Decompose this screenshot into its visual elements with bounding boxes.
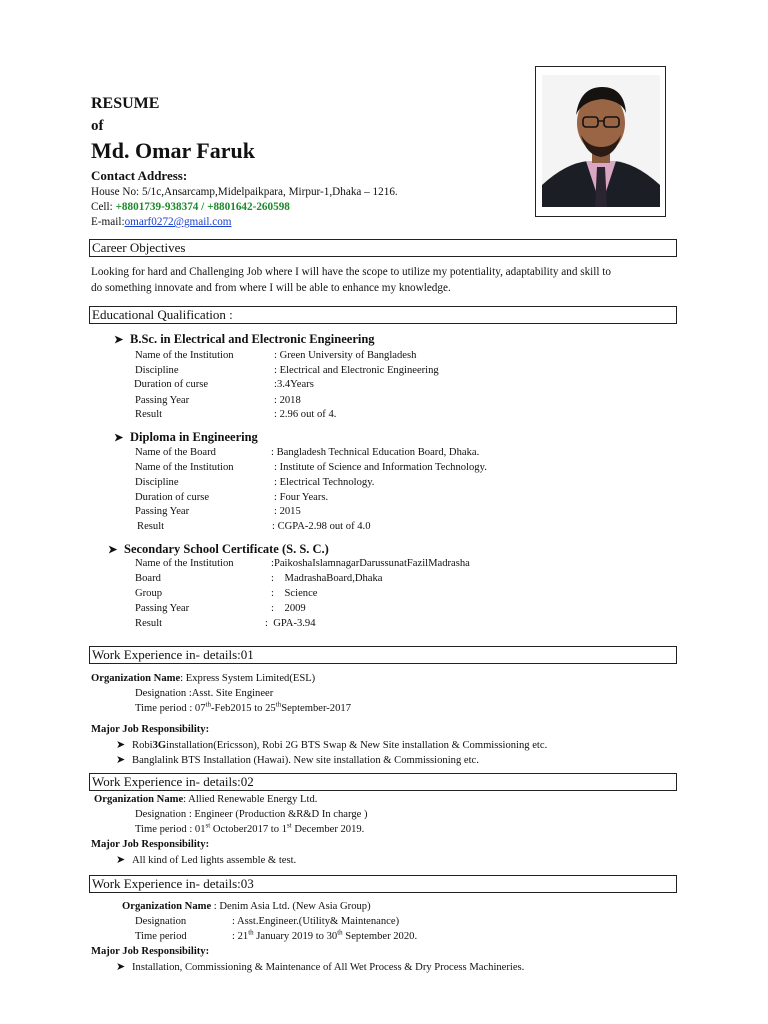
email-label: E-mail: — [91, 216, 125, 228]
diploma-row-value: : Institute of Science and Information Technology. — [274, 462, 487, 473]
bsc-row-label: Duration of curse — [134, 379, 209, 390]
ssc-row-label: Name of the Institution — [135, 558, 234, 569]
cell-numbers: +8801739-938374 / +8801642-260598 — [115, 201, 290, 213]
org-label: Organization Name — [91, 673, 181, 684]
work1-responsibility-2 — [116, 753, 479, 768]
time-text: Time period : 01 — [135, 824, 206, 835]
time-text: Time period : 07 — [135, 703, 206, 714]
career-objective-line-2: do something innovate and from where I will be able to enhance my knowledge. — [91, 282, 451, 294]
time-text: : 21 — [232, 931, 249, 942]
diploma-row-label: Name of the Board — [135, 447, 216, 458]
resp-text: All kind of Led lights assemble & test. — [132, 855, 297, 866]
bsc-row-label: Passing Year — [135, 395, 190, 406]
time-sup: th — [275, 700, 282, 709]
time-sup: th — [337, 928, 343, 937]
ssc-row-value: :PaikoshaIslamnagarDarussunatFazilMadrasha — [271, 558, 470, 569]
diploma-row-value: : Electrical Technology. — [274, 477, 375, 488]
work1-time-period — [135, 702, 351, 716]
work3-responsibility-heading: Major Job Responsibility: — [91, 946, 210, 957]
time-text: January 2019 to 30 — [253, 931, 338, 942]
diploma-title-text: Diploma in Engineering — [130, 430, 258, 444]
ssc-row-value: : GPA-3.94 — [265, 618, 316, 629]
arrow-bullet-icon: ➤ — [114, 432, 124, 444]
work3-designation-value: : Asst.Engineer.(Utility& Maintenance) — [232, 916, 400, 927]
contact-cell — [91, 200, 290, 214]
work2-time-period — [135, 823, 364, 837]
resp-text-bold: 3G — [152, 740, 167, 751]
org-value: : Denim Asia Ltd. (New Asia Group) — [211, 901, 371, 912]
diploma-row-label: Duration of curse — [135, 492, 210, 503]
ssc-row-label: Board — [135, 573, 161, 584]
org-value: : Express System Limited(ESL) — [180, 673, 316, 684]
work1-responsibility-1 — [116, 738, 547, 753]
work2-designation: Designation : Engineer (Production &R&D In charge ) — [135, 809, 368, 820]
resume-title: RESUME — [91, 95, 160, 112]
work-experience-2-heading: Work Experience in- details:02 — [89, 773, 677, 791]
work3-organization — [122, 900, 371, 914]
diploma-title — [114, 430, 258, 445]
work2-responsibility-heading: Major Job Responsibility: — [91, 839, 210, 850]
ssc-row-label: Passing Year — [135, 603, 190, 614]
arrow-bullet-icon: ➤ — [108, 544, 118, 556]
work3-time-period — [232, 930, 417, 944]
work1-organization — [91, 672, 315, 686]
ssc-row-value: : 2009 — [271, 603, 306, 614]
resume-of: of — [91, 118, 104, 134]
contact-address: House No: 5/1c,Ansarcamp,Midelpaikpara, Mirpur-1,Dhaka – 1216. — [91, 186, 398, 198]
diploma-row-label: Result — [137, 521, 165, 532]
bsc-row-value: : Green University of Bangladesh — [274, 350, 417, 361]
time-sup: th — [248, 928, 254, 937]
ssc-row-value: : Science — [271, 588, 318, 599]
time-text: October2017 to 1 — [210, 824, 287, 835]
work-experience-1-heading: Work Experience in- details:01 — [89, 646, 677, 664]
org-label: Organization Name — [122, 901, 212, 912]
ssc-row-label: Group — [135, 588, 163, 599]
diploma-row-value: : Bangladesh Technical Education Board, Dhaka. — [271, 447, 480, 458]
time-text: -Feb2015 to 25 — [210, 703, 276, 714]
email-link[interactable]: omarf0272@gmail.com — [124, 216, 232, 228]
arrow-bullet-icon: ➤ — [116, 739, 126, 751]
work-experience-3-heading: Work Experience in- details:03 — [89, 875, 677, 893]
bsc-row-label: Discipline — [135, 365, 179, 376]
work1-responsibility-heading: Major Job Responsibility: — [91, 724, 210, 735]
cell-label: Cell: — [91, 201, 113, 213]
bsc-title — [114, 332, 375, 347]
education-heading: Educational Qualification : — [89, 306, 677, 324]
diploma-row-label: Name of the Institution — [135, 462, 234, 473]
candidate-name: Md. Omar Faruk — [91, 138, 255, 163]
ssc-title — [108, 542, 329, 557]
arrow-bullet-icon: ➤ — [114, 334, 124, 346]
bsc-row-value: : 2.96 out of 4. — [274, 409, 337, 420]
resp-text: installation(Ericsson), Robi 2G BTS Swap & New Site installation & Commissioning etc. — [166, 740, 548, 751]
contact-heading: Contact Address: — [91, 168, 188, 183]
person-photo-icon — [536, 67, 665, 216]
time-sup: th — [205, 700, 211, 709]
work3-designation-label: Designation — [135, 916, 187, 927]
time-text: September 2020. — [342, 931, 418, 942]
arrow-bullet-icon: ➤ — [116, 854, 126, 866]
work2-organization — [94, 793, 317, 807]
time-sup: st — [205, 821, 211, 830]
ssc-title-text: Secondary School Certificate (S. S. C.) — [124, 542, 329, 556]
bsc-row-value: : 2018 — [274, 395, 301, 406]
time-text: December 2019. — [291, 824, 365, 835]
ssc-row-value: : MadrashaBoard,Dhaka — [271, 573, 383, 584]
bsc-row-label: Result — [135, 409, 163, 420]
diploma-row-value: : CGPA-2.98 out of 4.0 — [272, 521, 371, 532]
diploma-row-label: Discipline — [135, 477, 179, 488]
bsc-row-label: Name of the Institution — [135, 350, 234, 361]
career-objectives-heading: Career Objectives — [89, 239, 677, 257]
profile-photo — [535, 66, 666, 217]
career-objective-line-1: Looking for hard and Challenging Job where I will have the scope to utilize my potentiality, adaptability and skill to — [91, 266, 611, 278]
contact-email — [91, 215, 232, 229]
arrow-bullet-icon: ➤ — [116, 961, 126, 973]
work2-responsibility-1 — [116, 853, 296, 868]
ssc-row-label: Result — [135, 618, 163, 629]
work3-time-label: Time period — [135, 931, 187, 942]
org-label: Organization Name — [94, 794, 184, 805]
work3-responsibility-1 — [116, 960, 524, 975]
arrow-bullet-icon: ➤ — [116, 754, 126, 766]
work1-designation: Designation :Asst. Site Engineer — [135, 688, 274, 699]
resp-text: Robi — [132, 740, 153, 751]
diploma-row-value: : 2015 — [274, 506, 301, 517]
org-value: : Allied Renewable Energy Ltd. — [183, 794, 318, 805]
bsc-row-value: : Electrical and Electronic Engineering — [274, 365, 439, 376]
diploma-row-value: : Four Years. — [274, 492, 329, 503]
bsc-row-value: :3.4Years — [274, 379, 314, 390]
diploma-row-label: Passing Year — [135, 506, 190, 517]
time-text: September-2017 — [281, 703, 351, 714]
bsc-title-text: B.Sc. in Electrical and Electronic Engineering — [130, 332, 375, 346]
resp-text: Banglalink BTS Installation (Hawai). New site installation & Commissioning etc. — [132, 755, 479, 766]
time-sup: st — [287, 821, 292, 830]
resp-text: Installation, Commissioning & Maintenance of All Wet Process & Dry Process Machineries. — [132, 962, 525, 973]
